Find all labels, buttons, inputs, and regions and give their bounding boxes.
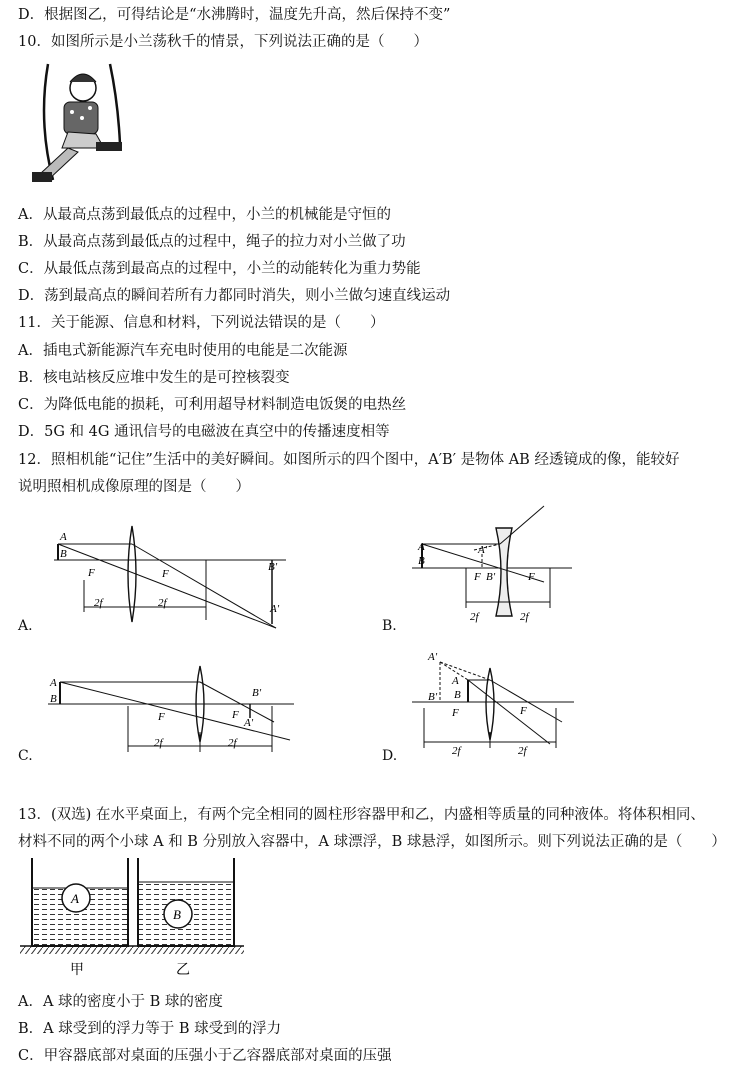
lens-diagram-b <box>410 500 580 630</box>
q10-stem: 10．如图所示是小兰荡秋千的情景，下列说法正确的是（ ） <box>18 34 428 50</box>
ball-a-label: A <box>71 891 79 906</box>
ball-b-label: B <box>173 907 181 922</box>
diagram-b-label-A1: A′ <box>478 544 488 556</box>
q13-option-a: A．A 球的密度小于 B 球的密度 <box>18 994 223 1010</box>
diagram-a-label-F2: F <box>162 568 169 580</box>
container-jia-label: 甲 <box>70 963 84 978</box>
diagram-a-label-2f-left: 2f <box>94 597 103 609</box>
diagram-a-label-F1: F <box>88 567 95 579</box>
diagram-d-label-A1: A′ <box>428 651 438 663</box>
q12-label-d: D. <box>382 748 398 764</box>
q10-option-d: D．荡到最高点的瞬间若所有力都同时消失，则小兰做匀速直线运动 <box>18 288 451 304</box>
q11-option-b: B．核电站核反应堆中发生的是可控核裂变 <box>18 370 290 386</box>
diagram-a-label-A: A <box>60 531 67 543</box>
diagram-d-label-B1: B′ <box>428 691 438 703</box>
diagram-d-label-B: B <box>454 689 461 701</box>
q12-label-b: B. <box>382 618 397 634</box>
diagram-c-label-A1: A′ <box>244 717 254 729</box>
diagram-c-label-B: B <box>50 693 57 705</box>
diagram-b-label-F2: F <box>528 571 535 583</box>
diagram-b-label-B1: B′ <box>486 571 496 583</box>
lens-diagram-d <box>410 648 580 760</box>
q13-stem-line1: 13．(双选) 在水平桌面上，有两个完全相同的圆柱形容器甲和乙，内盛相等质量的同种液体。将体积相同、 <box>18 807 705 823</box>
containers-figure <box>18 852 248 982</box>
q10-option-b: B．从最高点荡到最低点的过程中，绳子的拉力对小兰做了功 <box>18 234 406 250</box>
diagram-b-label-2f-left: 2f <box>470 611 479 623</box>
q12-stem-line2: 说明照相机成像原理的图是（ ） <box>18 479 250 495</box>
diagram-a-label-A1: A′ <box>270 603 280 615</box>
q13-option-b: B．A 球受到的浮力等于 B 球受到的浮力 <box>18 1021 282 1037</box>
lens-diagram-a <box>44 520 294 635</box>
diagram-d-label-A: A <box>452 675 459 687</box>
diagram-c-label-F1: F <box>158 711 165 723</box>
q13-stem-line2: 材料不同的两个小球 A 和 B 分别放入容器中，A 球漂浮，B 球悬浮，如图所示。则下列说法正确的是（ ） <box>18 834 726 850</box>
swing-illustration <box>18 62 130 194</box>
lens-diagram-c <box>44 660 304 760</box>
q12-label-a: A. <box>18 618 33 634</box>
diagram-b-label-A: A <box>418 541 425 553</box>
diagram-c-label-2f-right: 2f <box>228 737 237 749</box>
q12-stem-line1: 12．照相机能“记住”生活中的美好瞬间。如图所示的四个图中，A′B′ 是物体 AB 经透镜成的像，能较好 <box>18 452 680 468</box>
diagram-a-label-B: B <box>60 548 67 560</box>
diagram-a-label-B1: B′ <box>268 561 278 573</box>
diagram-a-label-2f-right: 2f <box>158 597 167 609</box>
q12-label-c: C. <box>18 748 33 764</box>
q10-option-a: A．从最高点荡到最低点的过程中，小兰的机械能是守恒的 <box>18 207 391 223</box>
diagram-c-label-A: A <box>50 677 57 689</box>
q10-option-c: C．从最低点荡到最高点的过程中，小兰的动能转化为重力势能 <box>18 261 421 277</box>
diagram-d-label-2f-left: 2f <box>452 745 461 757</box>
q13-option-c: C．甲容器底部对桌面的压强小于乙容器底部对桌面的压强 <box>18 1048 392 1064</box>
diagram-c-label-F2: F <box>232 709 239 721</box>
q11-option-a: A．插电式新能源汽车充电时使用的电能是二次能源 <box>18 343 348 359</box>
diagram-c-label-2f-left: 2f <box>154 737 163 749</box>
q9-option-d: D．根据图乙，可得结论是“水沸腾时，温度先升高，然后保持不变” <box>18 7 451 23</box>
diagram-b-label-F1: F <box>474 571 481 583</box>
diagram-d-label-F1: F <box>452 707 459 719</box>
diagram-d-label-F2: F <box>520 705 527 717</box>
diagram-d-label-2f-right: 2f <box>518 745 527 757</box>
container-yi-label: 乙 <box>176 963 190 978</box>
diagram-c-label-B1: B′ <box>252 687 262 699</box>
diagram-b-label-2f-right: 2f <box>520 611 529 623</box>
q11-option-c: C．为降低电能的损耗，可利用超导材料制造电饭煲的电热丝 <box>18 397 407 413</box>
q11-option-d: D．5G 和 4G 通讯信号的电磁波在真空中的传播速度相等 <box>18 424 390 440</box>
q11-stem: 11．关于能源、信息和材料，下列说法错误的是（ ） <box>18 315 385 331</box>
diagram-b-label-B: B <box>418 555 425 567</box>
